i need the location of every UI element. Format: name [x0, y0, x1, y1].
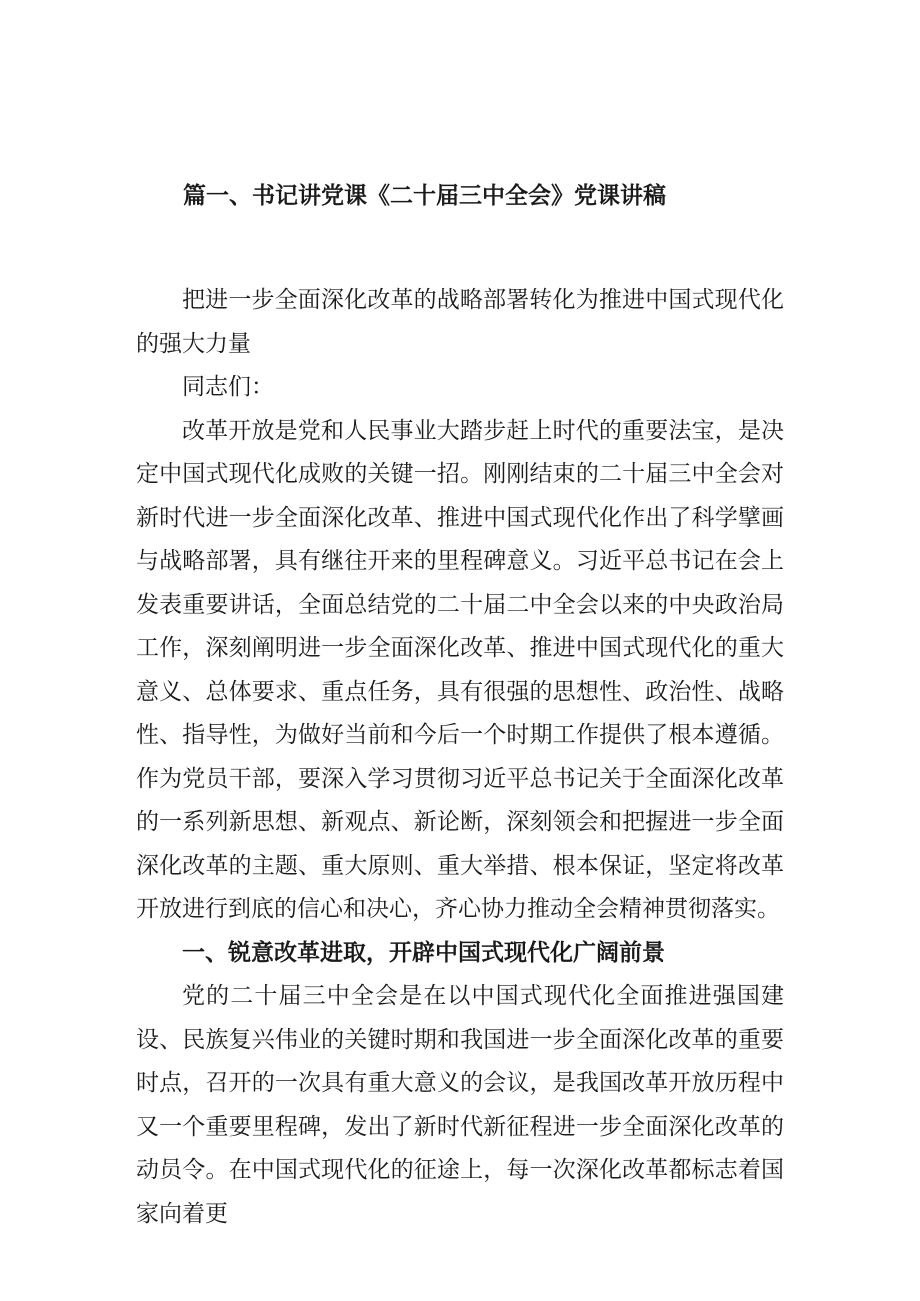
paragraph-intro: 改革开放是党和人民事业大踏步赶上时代的重要法宝，是决定中国式现代化成败的关键一招。刚刚结束的二十届三中全会对新时代进一步全面深化改革、推进中国式现代化作出了科学擘画与战略部署，具有继往开来的里程碑意义。习近平总书记在会上发表重要讲话，全面总结党的二十届二中全会以来的中央政治局工作，深刻阐明进一步全面深化改革、推进中国式现代化的重大意义、总体要求、重点任务，具有很强的思想性、政治性、战略性、指导性，为做好当前和今后一个时期工作提供了根本遵循。作为党员干部，要深入学习贯彻习近平总书记关于全面深化改革的一系列新思想、新观点、新论断，深刻领会和把握进一步全面深化改革的主题、重大原则、重大举措、根本保证，坚定将改革开放进行到底的信心和决心，齐心协力推动全会精神贯彻落实。	[136, 417, 784, 922]
paragraph-section-1: 党的二十届三中全会是在以中国式现代化全面推进强国建设、民族复兴伟业的关键时期和我国进一步全面深化改革的重要时点，召开的一次具有重大意义的会议，是我国改革开放历程中又一个重要里程碑，发出了新时代新征程进一步全面深化改革的动员令。在中国式现代化的征途上，每一次深化改革都标志着国家向着更	[136, 983, 784, 1227]
document-title: 篇一、书记讲党课《二十届三中全会》党课讲稿	[183, 183, 666, 209]
document-body	[136, 279, 784, 1236]
salutation: 同志们：	[182, 374, 274, 400]
speech-subtitle: 把进一步全面深化改革的战略部署转化为推进中国式现代化的强大力量	[136, 287, 784, 357]
section-heading-1: 一、锐意改革进取，开辟中国式现代化广阔前景	[182, 939, 665, 966]
